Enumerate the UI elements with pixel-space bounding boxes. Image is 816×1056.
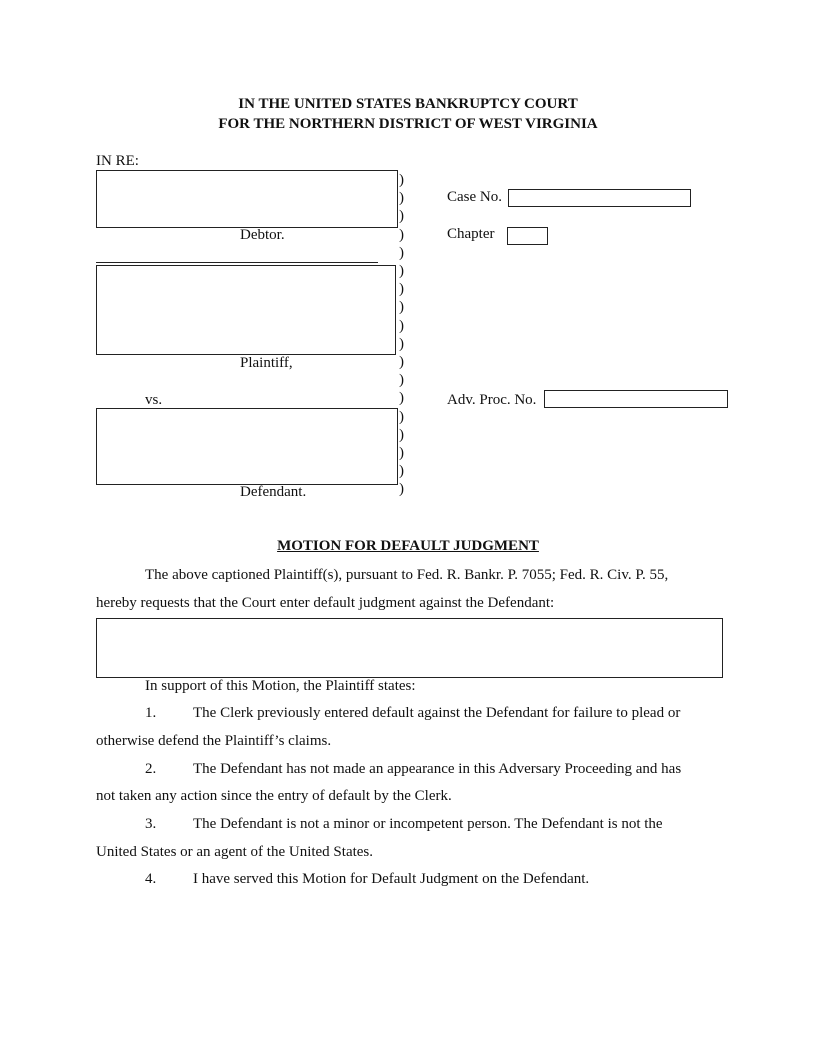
intro-line-1: The above captioned Plaintiff(s), pursuant to Fed. R. Bankr. P. 7055; Fed. R. Civ. P. 55, — [145, 567, 669, 583]
paren: ) — [399, 335, 404, 352]
caption-divider-line — [96, 262, 378, 263]
chapter-label: Chapter — [447, 226, 495, 242]
item-number: 1. — [145, 705, 157, 721]
debtor-label: Debtor. — [240, 227, 285, 243]
intro-line-2: hereby requests that the Court enter default judgment against the Defendant: — [96, 595, 555, 611]
paren: ) — [399, 226, 404, 243]
paren: ) — [399, 481, 404, 498]
item-number: 2. — [145, 761, 157, 777]
court-title-line-2: FOR THE NORTHERN DISTRICT OF WEST VIRGINIA — [218, 116, 598, 132]
paren: ) — [399, 244, 404, 261]
item-text-line-2: not taken any action since the entry of default by the Clerk. — [96, 788, 452, 804]
adv-proc-no-label: Adv. Proc. No. — [447, 392, 537, 408]
plaintiff-label: Plaintiff, — [240, 355, 293, 371]
paren: ) — [399, 426, 404, 443]
adv-proc-no-field[interactable] — [544, 390, 728, 408]
vs-label: vs. — [145, 392, 163, 408]
chapter-field[interactable] — [507, 227, 548, 245]
motion-title: MOTION FOR DEFAULT JUDGMENT — [277, 538, 539, 554]
paren: ) — [399, 208, 404, 225]
item-text-line-2: otherwise defend the Plaintiff’s claims. — [96, 733, 332, 749]
court-title-line-1: IN THE UNITED STATES BANKRUPTCY COURT — [238, 96, 578, 112]
item-text-line-1: The Clerk previously entered default against the Defendant for failure to plead or — [193, 705, 681, 721]
item-number: 4. — [145, 871, 157, 887]
item-number: 3. — [145, 816, 157, 832]
debtor-name-field[interactable] — [96, 170, 398, 228]
judgment-amount-field[interactable] — [96, 618, 723, 678]
paren: ) — [399, 408, 404, 425]
defendant-label: Defendant. — [240, 484, 307, 500]
item-text-line-1: The Defendant has not made an appearance in this Adversary Proceeding and has — [193, 761, 682, 777]
item-text-line-1: The Defendant is not a minor or incompetent person. The Defendant is not the — [193, 816, 663, 832]
caption-paren-column — [399, 171, 409, 499]
paren: ) — [399, 172, 404, 188]
paren: ) — [399, 190, 404, 207]
support-intro: In support of this Motion, the Plaintiff states: — [145, 678, 416, 694]
case-no-field[interactable] — [508, 189, 691, 207]
paren: ) — [399, 390, 404, 407]
paren: ) — [399, 263, 404, 280]
item-text-line-2: United States or an agent of the United States. — [96, 844, 374, 860]
paren: ) — [399, 281, 404, 298]
paren: ) — [399, 445, 404, 462]
paren: ) — [399, 354, 404, 371]
paren: ) — [399, 463, 404, 480]
paren: ) — [399, 317, 404, 334]
in-re-label: IN RE: — [96, 153, 139, 169]
paren: ) — [399, 299, 404, 316]
plaintiff-name-field[interactable] — [96, 265, 396, 355]
case-no-label: Case No. — [447, 189, 502, 205]
defendant-name-field[interactable] — [96, 408, 398, 485]
paren: ) — [399, 372, 404, 389]
item-text-line-1: I have served this Motion for Default Judgment on the Defendant. — [193, 871, 590, 887]
